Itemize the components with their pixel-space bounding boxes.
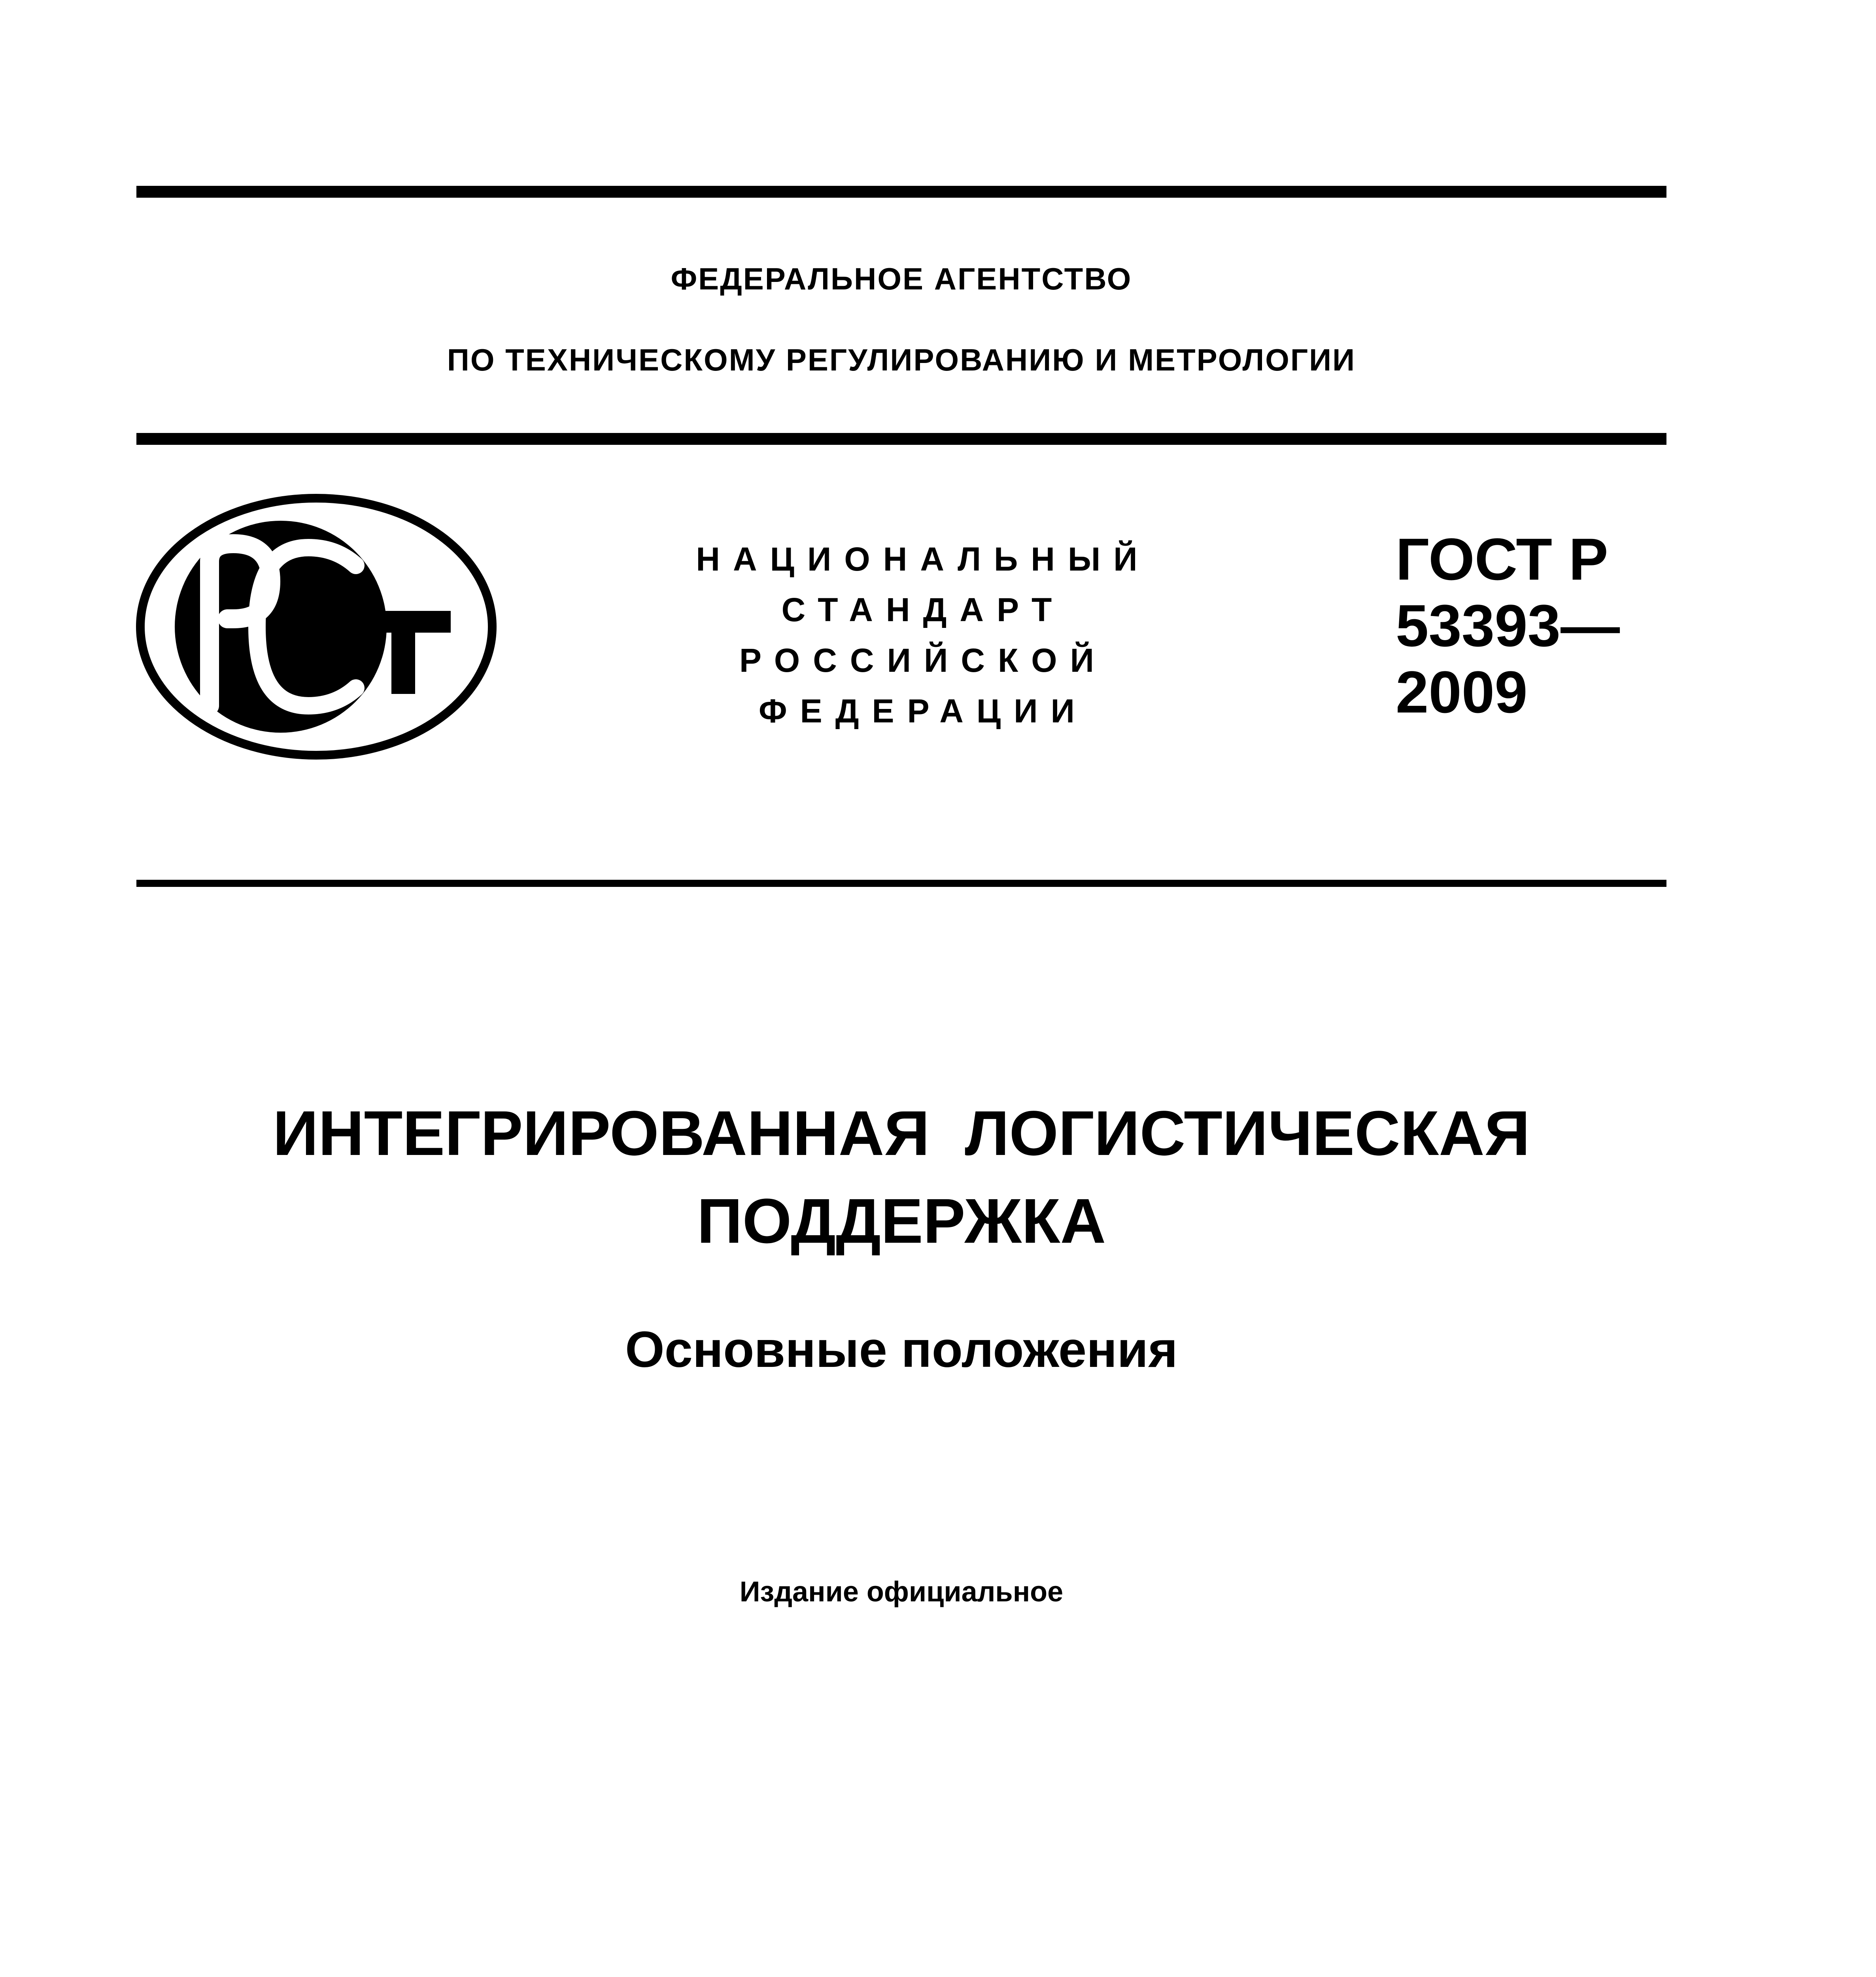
gost-line-1: ГОСТ Р	[1396, 526, 1608, 592]
national-line-2: СТАНДАРТ	[781, 591, 1065, 628]
top-rule	[136, 186, 1666, 198]
national-line-3: РОССИЙСКОЙ	[739, 642, 1107, 679]
title-line-1: ИНТЕГРИРОВАННАЯ ЛОГИСТИЧЕСКАЯ	[273, 1098, 1530, 1168]
national-line-1: НАЦИОНАЛЬНЫЙ	[696, 541, 1151, 578]
document-subtitle: Основные положения	[625, 1321, 1178, 1378]
national-line-4: ФЕДЕРАЦИИ	[758, 692, 1088, 730]
gost-number	[1396, 526, 1620, 725]
edition-label: Издание официальное	[739, 1576, 1064, 1608]
gost-line-2: 53393—	[1396, 592, 1620, 659]
agency-name-line2: ПО ТЕХНИЧЕСКОМУ РЕГУЛИРОВАНИЮ И МЕТРОЛОГИИ	[447, 342, 1356, 377]
header-bottom-rule	[136, 433, 1666, 445]
gost-line-3: 2009	[1396, 659, 1528, 725]
national-standard-label	[656, 534, 1190, 736]
document-title	[136, 1089, 1666, 1265]
rst-logo-icon	[134, 492, 498, 761]
title-line-2: ПОДДЕРЖКА	[697, 1185, 1106, 1256]
agency-name-line1: ФЕДЕРАЛЬНОЕ АГЕНТСТВО	[671, 261, 1132, 296]
title-separator-rule	[136, 880, 1666, 887]
